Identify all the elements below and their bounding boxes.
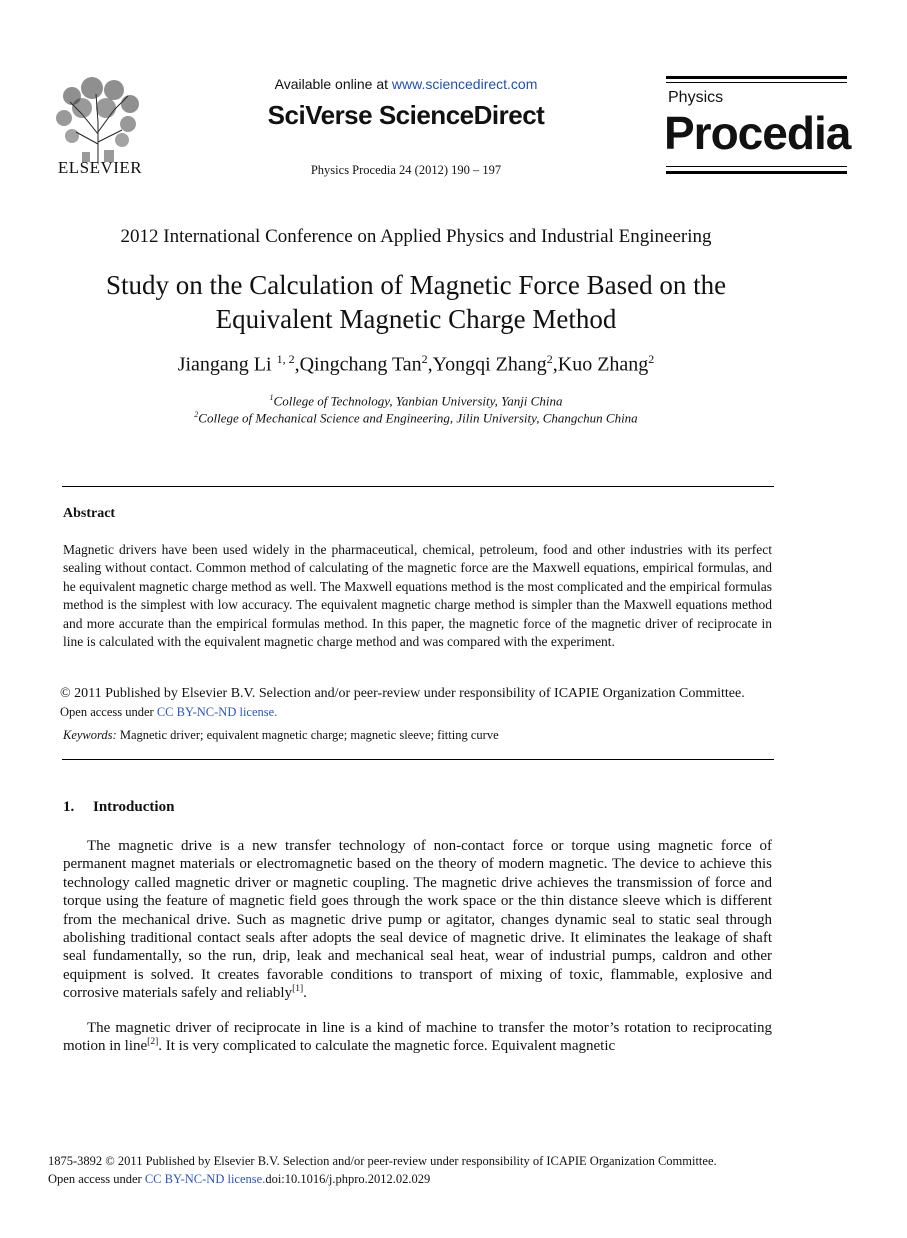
author-affiliation-mark: 1, 2 — [276, 352, 295, 366]
affiliation-text: College of Technology, Yanbian University, Yanji China — [273, 393, 563, 409]
abstract-top-rule — [62, 486, 774, 487]
affiliation-mark: 1 — [269, 393, 274, 402]
paragraph-end: . — [303, 985, 307, 1002]
section-number: 1. — [63, 799, 75, 815]
author-affiliation-mark: 2 — [421, 352, 428, 366]
journal-logo-rule — [666, 82, 847, 83]
author-separator: , — [294, 353, 300, 376]
citation-ref[interactable]: [1] — [292, 984, 304, 995]
journal-logo-rule — [666, 171, 847, 174]
publisher-name: ELSEVIER — [57, 158, 143, 177]
author-name: Jiangang Li — [177, 353, 277, 376]
open-access-prefix: Open access under — [60, 705, 157, 719]
journal-logo-rule — [666, 76, 847, 79]
paragraph-text: The magnetic driver of reciprocate in line is a kind of machine to transfer the motor’s rotation to reciprocating motion in line — [63, 1020, 772, 1055]
author-name: Kuo Zhang — [557, 353, 649, 376]
footer-license-link[interactable]: CC BY-NC-ND license. — [144, 1172, 266, 1186]
abstract-bottom-rule — [62, 759, 774, 760]
paragraph-text: . It is very complicated to calculate the magnetic force. Equivalent magnetic — [158, 1038, 616, 1055]
journal-logo-small: Physics — [668, 89, 724, 106]
author-name: Yongqi Zhang — [432, 353, 547, 376]
license-link[interactable]: CC BY-NC-ND license. — [156, 705, 278, 719]
availability-prefix: Available online at — [274, 76, 392, 92]
affiliation-mark: 2 — [194, 410, 199, 419]
keywords-text: Magnetic driver; equivalent magnetic charge; magnetic sleeve; fitting curve — [116, 728, 499, 742]
copyright-notice: © 2011 Published by Elsevier B.V. Selection and/or peer-review under responsibility of ICAPIE Organization Committee. — [60, 686, 745, 701]
journal-reference: Physics Procedia 24 (2012) 190 – 197 — [310, 163, 502, 177]
paragraph-text: The magnetic drive is a new transfer technology of non-contact force or torque using magnetic force of permanent magnet materials or electromagnetic based on the theory of modern magnetic. The device to achieve this technology called magnetic driver or magnetic coupling. The magnetic drive achieves the transmission of force and torque using the feature of magnetic field goes through the work space or the thin distance sleeve which is different from the mechanical drive. Such as magnetic drive pump or agitator, changes dynamic seal to static seal through abolishing traditional contact seals after adopts the seal device of magnetic drive. It eliminates the leakage of shaft seal fundamentally, so the run, drip, leak and mechanical seal heat, wear of industrial pumps, caldron and other equipment is solved. It creates favorable conditions to transport of mixing of toxic, flammable, explosive and corrosive materials safely and reliably — [63, 838, 772, 1002]
affiliation-text: College of Mechanical Science and Engineering, Jilin University, Changchun China — [198, 410, 638, 426]
affiliation — [0, 393, 832, 409]
author-affiliation-mark: 2 — [546, 352, 553, 366]
footer-oa-prefix: Open access under — [48, 1172, 145, 1186]
author-name: Qingchang Tan — [299, 353, 422, 376]
author-list — [0, 352, 832, 377]
paper-title: Study on the Calculation of Magnetic Force Based on the Equivalent Magnetic Charge Method — [105, 270, 727, 334]
sciencedirect-link[interactable]: www.sciencedirect.com — [391, 76, 538, 92]
author-affiliation-mark: 2 — [648, 352, 655, 366]
affiliation — [0, 410, 832, 426]
keywords — [63, 728, 499, 743]
journal-logo-big: Procedia — [664, 107, 851, 159]
section-title: Introduction — [93, 799, 175, 815]
abstract-text: Magnetic drivers have been used widely in the pharmaceutical, chemical, petroleum, food and other industries with its perfect sealing without contact. Common method of calculating of the magnetic force are the Maxwell equations, empirical formulas, and he equivalent magnetic charge method as well. The Maxwell equations method is the most complicated and the empirical formulas method is the simplest with low accuracy. The equivalent magnetic charge method is simpler than the Maxwell equations method and more accurate than the empirical formulas method. In this paper, the magnetic force of the magnetic driver of reciprocate in line is calculated with the equivalent magnetic charge method and was compared with the experiment. — [63, 542, 772, 650]
body-paragraph — [63, 1019, 772, 1056]
keywords-label: Keywords: — [63, 728, 117, 742]
footer-copyright: 1875-3892 © 2011 Published by Elsevier B.V. Selection and/or peer-review under responsibility of ICAPIE Organization Committee. — [48, 1154, 717, 1168]
journal-logo-rule — [666, 166, 847, 167]
author-separator: , — [427, 353, 433, 376]
conference-name: 2012 International Conference on Applied Physics and Industrial Engineering — [120, 226, 712, 247]
abstract-heading: Abstract — [63, 506, 116, 521]
section-heading — [63, 799, 174, 816]
footer-license-doi — [48, 1172, 430, 1187]
body-paragraph — [63, 837, 772, 1003]
open-access-line — [60, 705, 277, 720]
citation-ref[interactable]: [2] — [147, 1037, 159, 1048]
platform-name: SciVerse ScienceDirect — [267, 100, 545, 130]
doi: doi:10.1016/j.phpro.2012.02.029 — [265, 1172, 431, 1186]
author-separator: , — [552, 353, 558, 376]
